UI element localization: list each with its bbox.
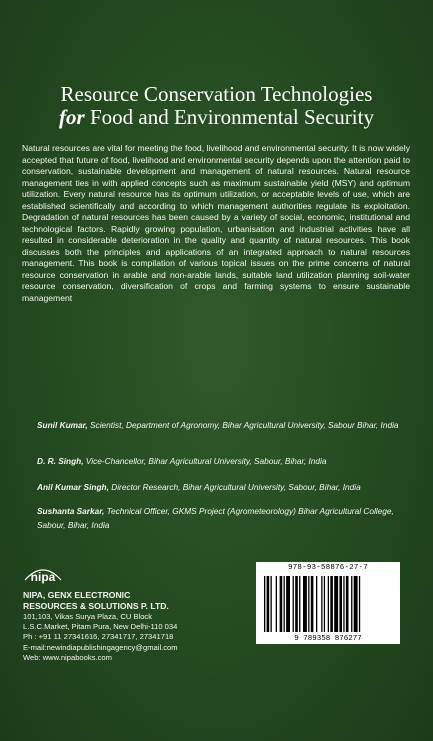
- barcode-bar: [334, 576, 338, 632]
- publisher-phone: Ph : +91 11 27341616, 27341717, 27341718: [23, 632, 174, 642]
- barcode-bar: [284, 576, 285, 632]
- book-title: [20, 83, 413, 129]
- author-name: D. R. Singh,: [37, 456, 84, 466]
- author-name: Sushanta Sarkar,: [37, 506, 105, 516]
- barcode-bar: [293, 576, 294, 632]
- barcode-bar: [330, 576, 333, 632]
- barcode-bar: [324, 576, 325, 632]
- author-role: Technical Officer, GKMS Project (Agrometeorology) Bihar Agricultural College, Sabour, Bihar, India: [37, 506, 394, 530]
- barcode-bar: [339, 576, 342, 632]
- author-entry: [37, 481, 412, 495]
- barcode-bar: [299, 576, 300, 632]
- barcode-bar: [354, 576, 358, 632]
- title-line-2: [20, 106, 413, 129]
- barcode-bar: [321, 576, 322, 632]
- barcode-digits: 9 789358 876277: [294, 635, 362, 643]
- title-line-1: Resource Conservation Technologies: [60, 82, 373, 106]
- barcode-bar: [271, 576, 272, 632]
- barcode-bar: [303, 576, 307, 632]
- isbn-text: 978-93-58876-27-7: [288, 564, 368, 572]
- isbn-barcode: [256, 562, 400, 644]
- barcode-bar: [316, 576, 317, 632]
- publisher-address-2: L.S.C.Market, Pitam Pura, New Delhi-110 034: [23, 622, 178, 632]
- logo-text: nipa: [30, 570, 56, 584]
- publisher-name-line-1: NIPA, GENX ELECTRONIC: [23, 590, 131, 600]
- barcode-bar: [276, 576, 277, 632]
- barcode-bar: [343, 576, 344, 632]
- barcode-bar: [295, 576, 298, 632]
- author-role: Director Research, Bihar Agricultural University, Sabour, Bihar, India: [108, 482, 361, 492]
- publisher-address-1: 101,103, Vikas Surya Plaza, CU Block: [23, 612, 153, 621]
- nipa-logo: [23, 564, 63, 584]
- author-name: Sunil Kumar,: [37, 420, 88, 430]
- barcode-bar: [267, 576, 270, 632]
- barcode-bar: [280, 576, 283, 632]
- barcode-bar: [264, 576, 265, 632]
- author-entry: [37, 419, 412, 433]
- barcode-bar: [346, 576, 349, 632]
- publisher-email: E-mail:newindiapublishingagency@gmail.com: [23, 642, 178, 652]
- barcode-bar: [286, 576, 290, 632]
- publisher-info: [23, 590, 178, 663]
- publisher-name-line-2: RESOURCES & SOLUTIONS P. LTD.: [23, 601, 169, 611]
- author-role: Vice-Chancellor, Bihar Agricultural University, Sabour, Bihar, India: [83, 456, 327, 466]
- book-description: Natural resources are vital for meeting the food, livelihood and environmental security. It is now widely accepted that future of food, livelihood and environmental security depends upon the attention paid to conservation, sustainable development and management of natural resources. Natural resource management ties in with applied concepts such as maximum sustainable yield (MSY) and optimum utilization. Every natural resource has its optimum utilization, or acceptable levels of use, which are established scientifically and according to which management authorities regulate its exploitation. Degradation of natural resources has been caused by a variety of social, economic, institutional and technological factors. Rapidly growing population, urbanisation and industrial activities have all resulted in considerable deterioration in the quality and quantity of natural resources. This book discusses both the principles and applications of an integrated approach to natural resources management. This book is compilation of various topical issues on the prime concerns of natural resource conservation in arable and non-arable lands, suitable land utilization planning soil-water resource conservation, diversification of crops and farming systems to ensure sustainable management: [22, 143, 410, 303]
- title-line-2-rest: Food and Environmental Security: [84, 105, 374, 129]
- barcode-bar: [308, 576, 309, 632]
- author-role: Scientist, Department of Agronomy, Bihar Agricultural University, Sabour Bihar, India: [87, 420, 399, 430]
- barcode-bars: [264, 576, 392, 632]
- author-entry: [37, 455, 412, 469]
- publisher-website: Web: www.nipabooks.com: [23, 652, 112, 662]
- title-for-word: for: [59, 105, 85, 129]
- barcode-bar: [328, 576, 329, 632]
- author-entry: [37, 505, 412, 532]
- barcode-bar: [351, 576, 352, 632]
- barcode-bar: [359, 576, 360, 632]
- author-name: Anil Kumar Singh,: [37, 482, 109, 492]
- barcode-bar: [311, 576, 314, 632]
